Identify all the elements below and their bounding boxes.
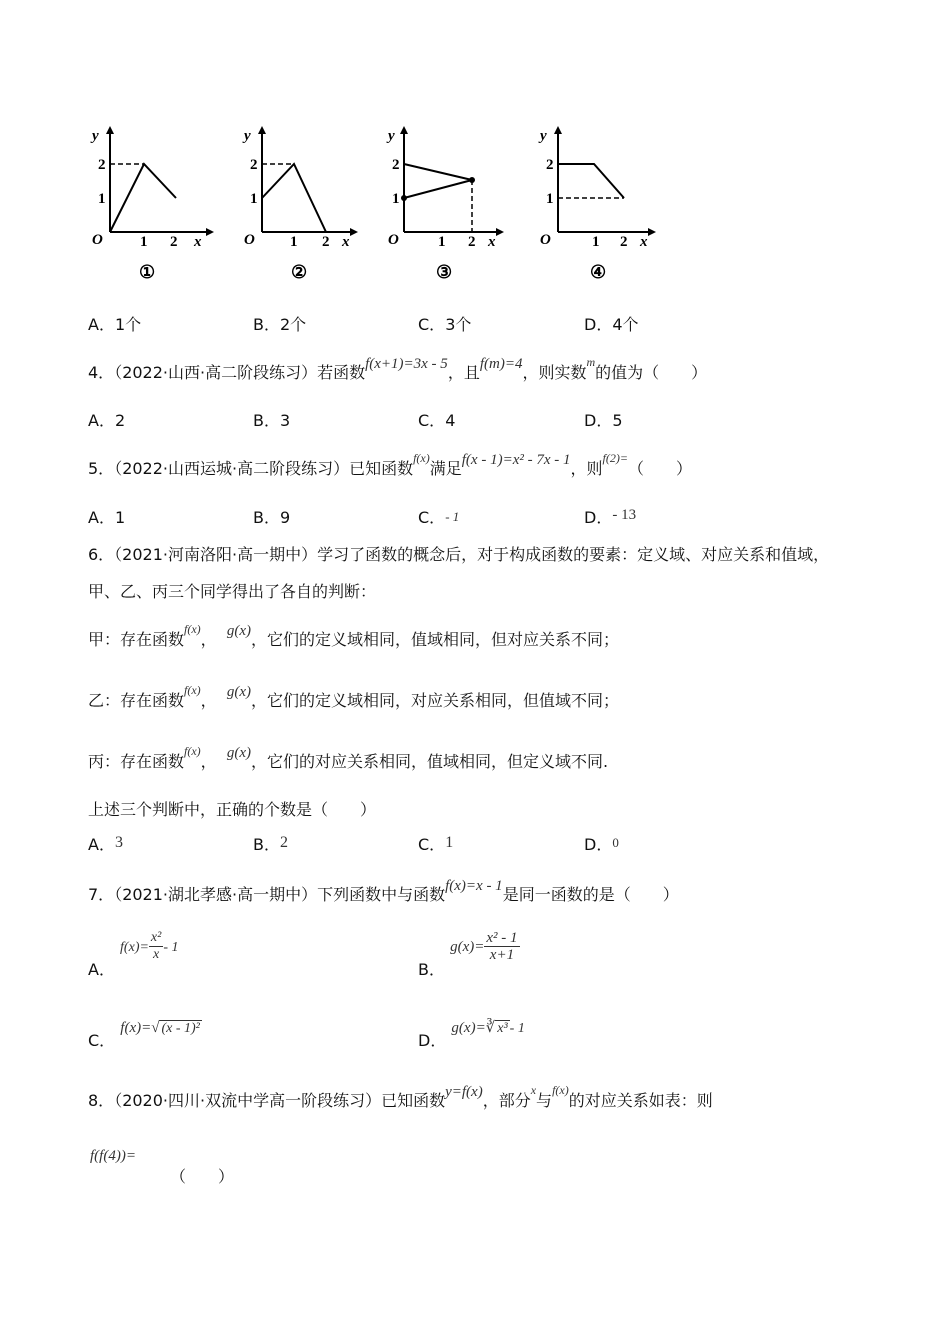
q6-statement-bing [88,744,609,772]
q6-statement-jia [88,622,620,650]
formula: f(x) [552,1083,569,1097]
text-fragment: 甲：存在函数 [88,630,185,649]
formula: g(x)= [450,939,485,955]
text-fragment: 是同一函数的是（ ） [502,885,679,904]
question-source: （2021·湖北孝感·高一期中）下列函数中与函数 [114,885,446,904]
radicand: x³ [497,1021,508,1036]
text-fragment: ，则 [570,459,603,478]
q4-option-a[interactable] [88,408,125,431]
q6-stem-line1: 6．（2021·河南洛阳·高一期中）学习了函数的概念后，对于构成函数的要素：定义域、对应关系和值域， [88,545,830,564]
formula: m [586,355,596,369]
option-letter: D． [584,315,613,334]
tick-x-1: 1 [592,234,600,250]
question-source: （2022·山西运城·高二阶段练习）已知函数 [114,459,414,478]
question-number: 4． [88,363,115,382]
question-source: （2020·四川·双流中学高一阶段练习）已知函数 [114,1091,446,1110]
text-fragment: ，它们的定义域相同，值域相同，但对应关系不同； [251,630,620,649]
option-text: 2 [114,411,126,430]
formula: f(x+1)=3x - 5 [365,356,448,372]
option-letter: B． [253,508,280,527]
axis-x-label: x [488,234,496,250]
text-fragment: 乙：存在函数 [88,691,185,710]
origin-label: O [92,232,103,248]
q3-option-d[interactable] [584,312,639,335]
formula: f(x) [184,683,201,697]
formula: g(x) [226,745,252,761]
option-text: - 13 [612,507,637,523]
option-letter: D． [584,411,613,430]
option-text: 2 [279,834,288,851]
formula: f(x) [184,744,201,758]
option-letter: C． [88,1031,116,1050]
question-number: 8． [88,1091,115,1110]
q5-option-c[interactable] [418,505,459,528]
q6-question: 上述三个判断中，正确的个数是（ ） [88,800,377,819]
text-fragment: 的值为（ ） [595,363,708,382]
denominator: x [153,947,160,962]
formula: f(x) [413,451,430,465]
q4-option-c[interactable] [418,408,455,431]
tick-y-1: 1 [98,191,106,207]
option-letter: A． [88,960,115,979]
option-text: 1个 [114,315,142,334]
q6-option-d[interactable] [584,832,619,855]
q7-option-d[interactable] [418,1014,525,1050]
q3-option-b[interactable] [253,312,306,335]
tick-y-2: 2 [392,157,400,173]
question-number: 7． [88,885,115,904]
q7-option-c[interactable] [88,1014,202,1050]
figure-label-1: ① [139,262,156,282]
text-fragment: 丙：存在函数 [88,752,185,771]
option-text: 0 [612,835,619,850]
option-letter: B． [253,835,280,854]
option-text: - 1 [445,509,460,524]
figure-graph-2 [238,120,368,289]
formula: f(x - 1)=x² - 7x - 1 [461,452,571,468]
axis-x-label: x [640,234,648,250]
tick-x-1: 1 [438,234,446,250]
tick-x-2: 2 [170,234,178,250]
option-text: 3个 [445,315,472,334]
formula: f(x)=√ [120,1020,160,1036]
axis-y-label: y [92,128,99,144]
tick-y-1: 1 [250,191,258,207]
formula: g(x) [226,684,252,700]
tick-y-1: 1 [546,191,554,207]
tick-y-2: 2 [250,157,258,173]
tick-y-2: 2 [98,157,106,173]
formula: f(x)=x - 1 [445,878,503,894]
axis-x-label: x [194,234,202,250]
q8-stem [88,1083,713,1111]
tick-y-2: 2 [546,157,554,173]
tick-x-1: 1 [140,234,148,250]
axis-y-label: y [388,128,395,144]
option-text: 1 [114,508,126,527]
option-text: 4 [445,411,456,430]
tick-x-2: 2 [468,234,476,250]
text-fragment: ， [200,691,217,710]
option-letter: C． [418,508,446,527]
option-letter: B． [253,315,280,334]
q4-option-d[interactable] [584,408,623,431]
option-text: 9 [279,508,291,527]
fraction [149,930,163,963]
text-fragment: ，它们的定义域相同，对应关系相同，但值域不同； [251,691,620,710]
option-letter: A． [88,835,115,854]
numerator: x² [150,930,162,945]
text-fragment: ， [200,752,217,771]
q3-option-a[interactable] [88,312,141,335]
text-fragment: ，部分 [482,1091,531,1110]
formula: g(x)=∛ [451,1020,496,1036]
tick-x-1: 1 [290,234,298,250]
q8-expression: f(f(4))= [90,1148,136,1164]
q7-stem [88,878,679,905]
figure-graph-1 [86,120,216,289]
text-fragment: ，则实数 [522,363,587,382]
option-letter: A． [88,508,115,527]
formula: - 1 [509,1021,525,1036]
tick-y-1: 1 [392,191,400,207]
figure-graph-4 [534,120,664,289]
formula: x [530,1083,537,1097]
option-text: 2个 [279,315,307,334]
denominator: x+1 [489,947,515,963]
option-letter: A． [88,411,115,430]
origin-label: O [244,232,255,248]
option-text: 4个 [612,315,639,334]
option-text: 5 [612,411,623,430]
option-letter: B． [253,411,280,430]
text-fragment: 满足 [429,459,462,478]
axis-x-label: x [342,234,350,250]
question-number: 5． [88,459,115,478]
text-fragment: ，且 [447,363,480,382]
axis-y-label: y [244,128,251,144]
formula: f(2)= [602,451,628,465]
tick-x-2: 2 [620,234,628,250]
option-letter: A． [88,315,115,334]
radicand: (x - 1)² [161,1021,200,1036]
origin-label: O [388,232,399,248]
option-letter: D． [584,835,613,854]
formula: - 1 [163,940,179,955]
figure-label-3: ③ [436,262,453,282]
formula: f(m)=4 [479,356,523,372]
q3-option-c[interactable] [418,312,471,335]
q5-option-a[interactable] [88,505,125,528]
q5-option-b[interactable] [253,505,290,528]
option-letter: B． [418,960,445,979]
q5-stem [88,451,692,479]
q6-option-b[interactable] [253,832,288,855]
text-fragment: （ ） [627,459,692,478]
formula: y=f(x) [445,1084,483,1100]
q7-option-b[interactable] [418,930,520,979]
formula: g(x) [226,623,252,639]
q4-stem [88,355,708,383]
option-text: 3 [279,411,291,430]
q6-option-a[interactable] [88,832,123,855]
figure-graph-3 [384,120,514,289]
q6-stem-line2: 甲、乙、丙三个同学得出了各自的判断： [88,582,377,601]
q5-option-d[interactable] [584,505,636,528]
option-letter: C． [418,835,446,854]
text-fragment: ，它们的对应关系相同，值域相同，但定义域不同. [251,752,609,771]
q6-statement-yi [88,683,620,711]
figure-label-4: ④ [590,262,607,282]
text-fragment: 与 [536,1091,553,1110]
tick-x-2: 2 [322,234,330,250]
numerator: x² - 1 [486,930,518,946]
q7-option-a[interactable] [88,930,179,979]
formula: f(x) [184,622,201,636]
text-fragment: 的对应关系如表：则 [568,1091,713,1110]
question-source: （2022·山西·高二阶段练习）若函数 [114,363,366,382]
option-letter: C． [418,315,446,334]
q4-option-b[interactable] [253,408,290,431]
option-text: 3 [114,834,123,851]
fraction [484,930,519,963]
option-letter: C． [418,411,446,430]
q8-answer-paren: （ ） [170,1167,235,1186]
axis-y-label: y [540,128,547,144]
option-letter: D． [584,508,613,527]
option-text: 1 [445,834,454,851]
q6-option-c[interactable] [418,832,453,855]
origin-label: O [540,232,551,248]
formula: f(x)= [120,940,149,955]
option-letter: D． [418,1031,447,1050]
text-fragment: ， [200,630,217,649]
figure-label-2: ② [291,262,308,282]
